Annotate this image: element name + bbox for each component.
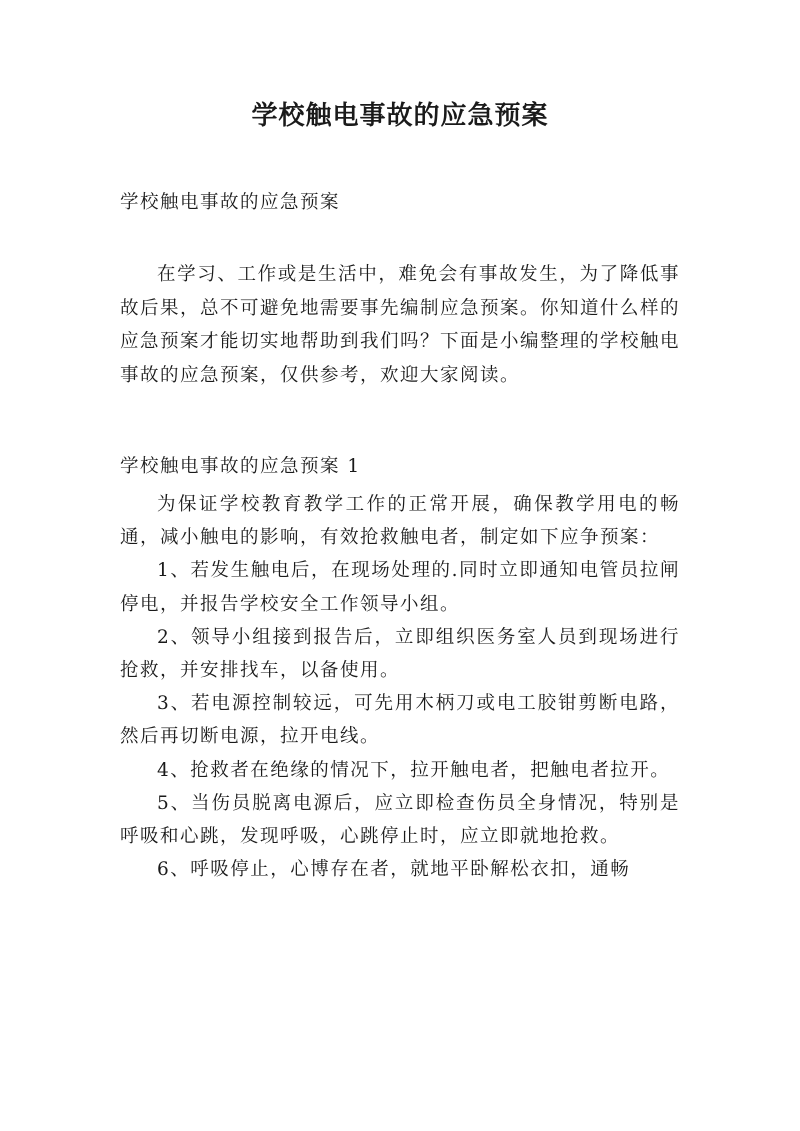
intro-paragraph: 在学习、工作或是生活中，难免会有事故发生，为了降低事故后果，总不可避免地需要事先编制应急预案。你知道什么样的应急预案才能切实地帮助到我们吗？下面是小编整理的学校触电事故的应急预案，仅供参考，欢迎大家阅读。 (120, 264, 681, 386)
body-paragraph: 4、抢救者在绝缘的情况下，拉开触电者，把触电者拉开。 (157, 759, 671, 781)
section-body (120, 488, 680, 886)
body-paragraph: 6、呼吸停止，心博存在者，就地平卧解松衣扣，通畅 (157, 859, 631, 881)
body-paragraph: 1、若发生触电后，在现场处理的.同时立即通知电管员拉闸停电，并报告学校安全工作领导小组。 (120, 560, 680, 615)
document-title: 学校触电事故的应急预案 (251, 101, 549, 131)
document-subtitle: 学校触电事故的应急预案 (120, 192, 341, 213)
body-paragraph: 5、当伤员脱离电源后，应立即检查伤员全身情况，特别是呼吸和心跳，发现呼吸，心跳停止时，应立即就地抢救。 (120, 792, 680, 848)
intro-block (120, 258, 680, 392)
body-paragraph: 3、若电源控制较远，可先用木柄刀或电工胶钳剪断电路，然后再切断电源，拉开电线。 (120, 693, 680, 748)
body-paragraph: 为保证学校教育教学工作的正常开展，确保教学用电的畅通，减小触电的影响，有效抢救触电者，制定如下应争预案： (120, 494, 680, 549)
section-heading: 学校触电事故的应急预案 1 (120, 456, 361, 477)
body-paragraph: 2、领导小组接到报告后，立即组织医务室人员到现场进行抢救，并安排找车，以备使用。 (120, 626, 680, 682)
